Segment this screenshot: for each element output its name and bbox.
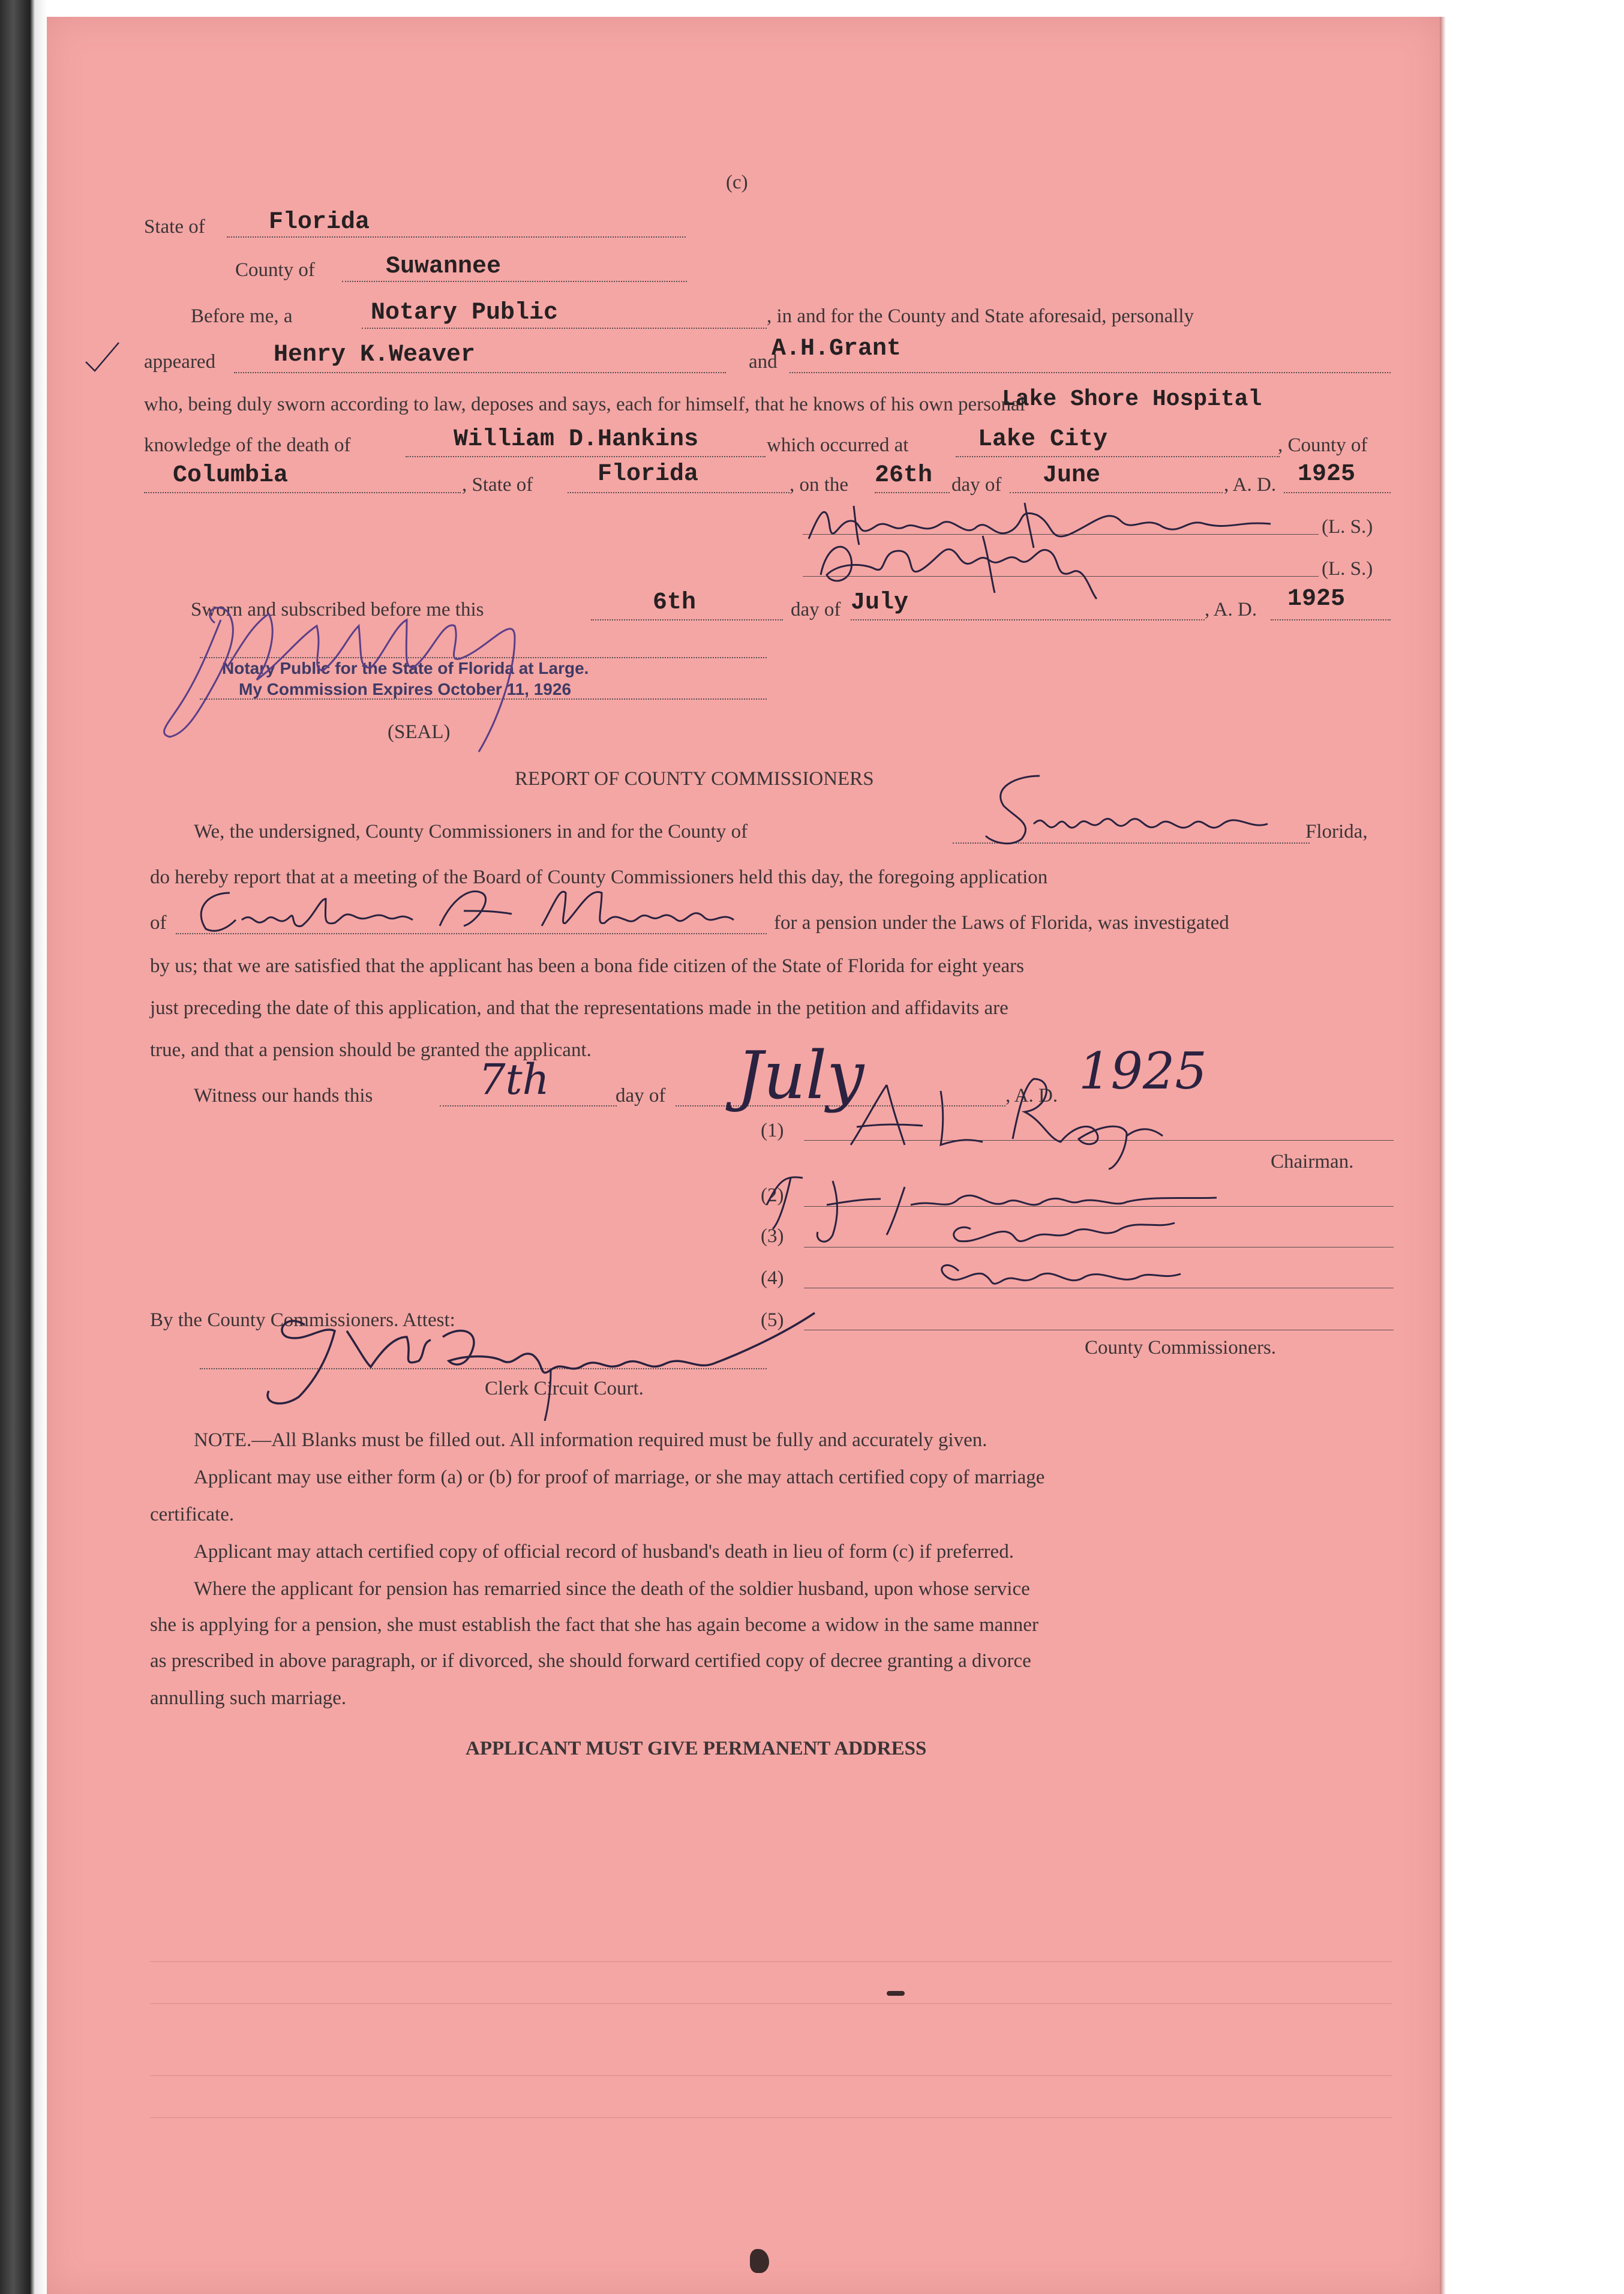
county-label: County of: [235, 259, 315, 281]
deceased-fill-line: [406, 456, 766, 457]
in-and-for-text: , in and for the County and State aforesaid, personally: [767, 305, 1194, 327]
witness-day-fill-line: [440, 1105, 617, 1106]
officer-value: Notary Public: [371, 299, 559, 326]
note-4-c: as prescribed in above paragraph, or if divorced, she should forward certified copy of decree granting a divorce: [150, 1650, 1031, 1672]
witness-year: 1925: [1079, 1042, 1207, 1100]
state-label: State of: [144, 216, 205, 238]
appeared-label: appeared: [144, 351, 216, 373]
death-month: June: [1043, 462, 1101, 489]
commissioner-number-3: (3): [761, 1225, 784, 1247]
show-through-line-1: [150, 1961, 1392, 1962]
place-city: Lake City: [978, 426, 1108, 453]
sworn-before-label: Sworn and subscribed before me this: [191, 599, 484, 620]
show-through-line-4: [150, 2117, 1392, 2118]
report-of-label: of: [150, 912, 167, 934]
notary-stamp-line2: My Commission Expires October 11, 1926: [239, 680, 572, 698]
commissioner-number-5: (5): [761, 1309, 784, 1331]
witness1-fill-line: [234, 372, 726, 373]
chairman-label: Chairman.: [1271, 1151, 1354, 1173]
show-through-text: [677, 257, 702, 361]
note-3: Applicant may attach certified copy of official record of husband's death in lieu of form (c) if preferred.: [194, 1541, 1014, 1563]
before-me-label: Before me, a: [191, 305, 293, 327]
sworn-month-fill-line: [851, 619, 1205, 620]
state-of-label: , State of: [462, 474, 533, 496]
death-county: Columbia: [173, 462, 289, 489]
note-1: NOTE.—All Blanks must be filled out. All information required must be fully and accurately given.: [194, 1429, 987, 1451]
ls1-label: (L. S.): [1322, 516, 1373, 538]
ink-speck: [750, 2249, 769, 2273]
report-line6: true, and that a pension should be granted the applicant.: [150, 1039, 592, 1061]
witness-month: July: [737, 1037, 864, 1114]
county-fill-line: [342, 281, 687, 282]
clerk-label: Clerk Circuit Court.: [485, 1378, 644, 1399]
report-line5: just preceding the date of this application, and that the representations made in the petition and affidavits are: [150, 997, 1008, 1019]
ls2-label: (L. S.): [1322, 558, 1373, 580]
attest-label: By the County Commissioners. Attest:: [150, 1309, 455, 1331]
notary-signature: [131, 578, 611, 758]
witness2-fill-line: [790, 372, 1391, 373]
witness1-value: Henry K.Weaver: [274, 341, 476, 368]
sworn-day-fill-line: [591, 619, 783, 620]
which-occurred-label: which occurred at: [767, 434, 909, 456]
witness-label: Witness our hands this: [194, 1085, 373, 1106]
sworn-year-fill-line: [1271, 619, 1391, 620]
applicant-hand-signature: [182, 875, 770, 941]
state-value: Florida: [269, 209, 370, 236]
sworn-ad-label: , A. D.: [1205, 599, 1257, 620]
place-typed: Lake Shore Hospital: [1002, 386, 1262, 412]
county-hand-signature: [956, 770, 1316, 848]
seal-label: (SEAL): [388, 721, 451, 743]
show-through-line-3: [150, 2075, 1392, 2076]
sworn-day-of-label: day of: [791, 599, 841, 620]
commissioner-number-1: (1): [761, 1120, 784, 1141]
sworn-month: July: [851, 589, 909, 616]
note-2-a: Applicant may use either form (a) or (b) for proof of marriage, or she may attach certified copy of marriage: [194, 1467, 1045, 1488]
report-line4: by us; that we are satisfied that the applicant has been a bona fide citizen of the State of Florida for eight years: [150, 955, 1024, 977]
death-month-fill-line: [1010, 492, 1223, 493]
commissioner-number-2: (2): [761, 1185, 784, 1206]
sworn-text: who, being duly sworn according to law, deposes and says, each for himself, that he knows of his own personal: [144, 394, 1025, 415]
ink-speck: [887, 1991, 905, 1996]
witness-day-of-label: day of: [616, 1085, 666, 1106]
on-the-label: , on the: [790, 474, 849, 496]
sworn-year: 1925: [1287, 586, 1346, 613]
death-county-fill-line: [144, 492, 461, 493]
county-value: Suwannee: [386, 253, 502, 280]
officer-fill-line: [362, 328, 767, 329]
day-of-label: day of: [951, 474, 1002, 496]
note-2-b: certificate.: [150, 1504, 235, 1525]
commissioner-number-4: (4): [761, 1267, 784, 1289]
death-year-fill-line: [1284, 492, 1391, 493]
county-commissioners-label: County Commissioners.: [1085, 1337, 1277, 1359]
notary-stamp-line1: Notary Public for the State of Florida at Large.: [222, 659, 589, 677]
witness2-value: A.H.Grant: [772, 335, 902, 362]
deceased-value: William D.Hankins: [454, 426, 699, 453]
and-label: and: [749, 351, 778, 373]
death-day-fill-line: [875, 492, 950, 493]
state-fill-line: [227, 236, 686, 238]
scan-edge-left: [0, 0, 47, 2294]
note-4-a: Where the applicant for pension has remarried since the death of the soldier husband, upon whose service: [194, 1578, 1030, 1600]
death-day: 26th: [875, 462, 933, 489]
section-label: (c): [726, 172, 748, 193]
county-of-label: , County of: [1278, 434, 1368, 456]
report-heading: REPORT OF COUNTY COMMISSIONERS: [515, 768, 874, 790]
pension-form-page: [47, 17, 1440, 2294]
note-4-d: annulling such marriage.: [150, 1687, 347, 1709]
permanent-address-heading: APPLICANT MUST GIVE PERMANENT ADDRESS: [466, 1738, 927, 1759]
clerk-signature: [215, 1289, 875, 1421]
check-mark: [83, 338, 125, 380]
knowledge-label: knowledge of the death of: [144, 434, 351, 456]
witness-ad-label: , A. D.: [1005, 1085, 1058, 1106]
sworn-day: 6th: [653, 589, 697, 616]
note-4-b: she is applying for a pension, she must establish the fact that she has again become a widow in the same manner: [150, 1614, 1038, 1636]
report-line3-b: for a pension under the Laws of Florida, was investigated: [774, 912, 1229, 934]
death-state-fill-line: [568, 492, 790, 493]
report-line1-b: Florida,: [1305, 821, 1368, 842]
report-line2: do hereby report that at a meeting of the Board of County Commissioners held this day, the foregoing application: [150, 866, 1048, 888]
place-fill-line: [956, 456, 1280, 457]
report-line1-a: We, the undersigned, County Commissioners in and for the County of: [194, 821, 748, 842]
witness-day: 7th: [479, 1055, 550, 1104]
death-year: 1925: [1298, 461, 1356, 488]
show-through-line-2: [150, 2003, 1392, 2004]
commissioner-signatures: [707, 1049, 1440, 1301]
ad-label: , A. D.: [1224, 474, 1277, 496]
death-state: Florida: [598, 461, 699, 488]
paper-edge-right: [1440, 17, 1446, 2294]
